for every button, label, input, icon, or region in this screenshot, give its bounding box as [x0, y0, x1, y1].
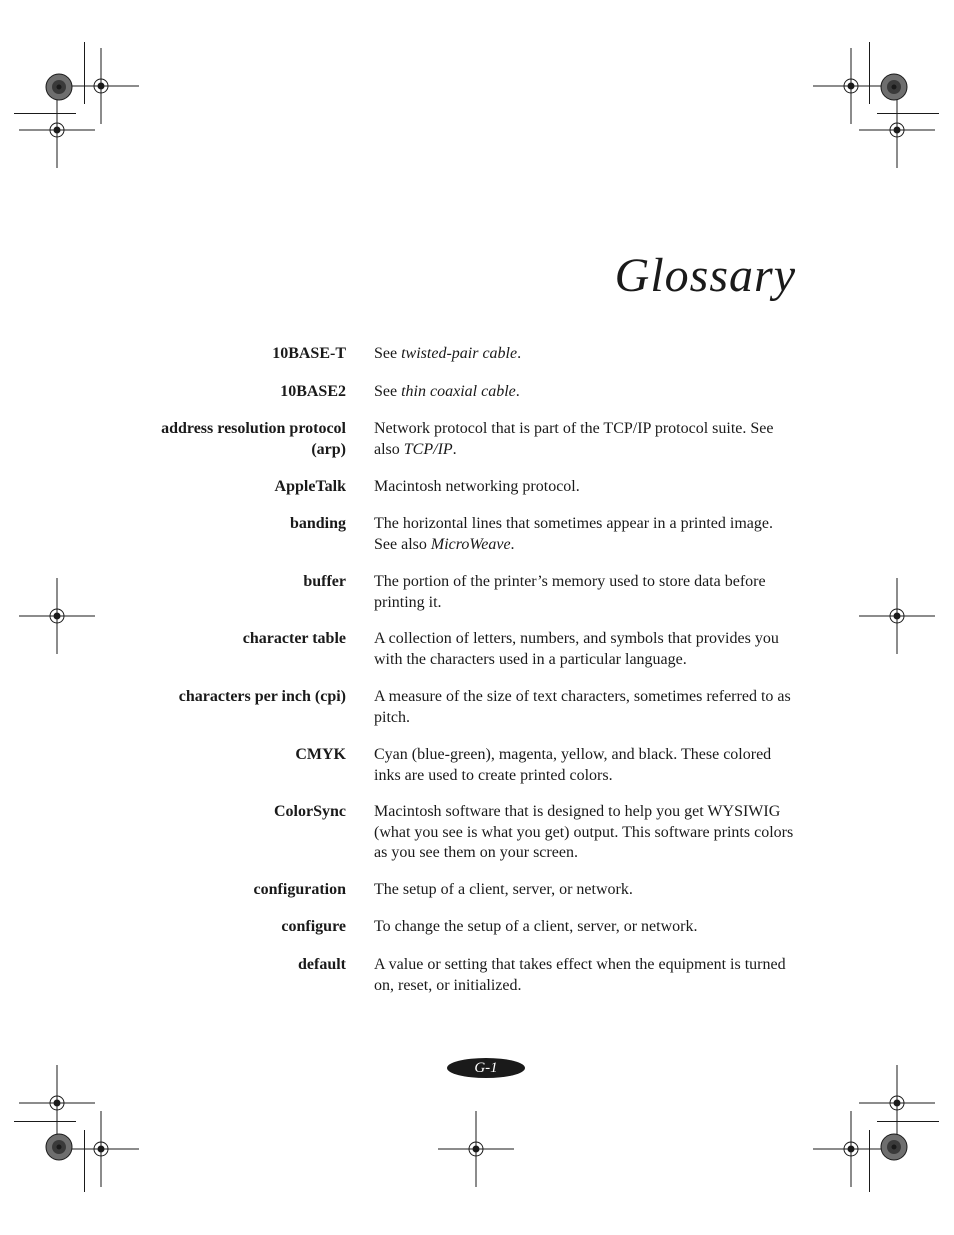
- glossary-term: banding: [289, 515, 346, 532]
- page-number: G-1: [447, 1058, 525, 1078]
- glossary-term: 10BASE-T: [272, 345, 346, 362]
- glossary-definition: Network protocol that is part of the TCP/IP protocol suite. See also TCP/IP.: [374, 420, 774, 458]
- glossary-term: character table: [242, 630, 346, 647]
- glossary-term: configure: [281, 918, 346, 935]
- glossary-definition: To change the setup of a client, server, or network.: [374, 918, 698, 935]
- glossary-term: configuration: [253, 881, 346, 898]
- glossary-term: buffer: [303, 573, 346, 590]
- glossary-definition: The horizontal lines that sometimes appear in a printed image. See also MicroWeave.: [374, 515, 773, 553]
- glossary-definition: Macintosh software that is designed to help you get WYSIWIG (what you see is what you get) output. This software prints colors as you see them on your screen.: [374, 803, 794, 861]
- glossary-term: default: [298, 956, 346, 973]
- glossary-term: address resolution protocol (arp): [161, 420, 346, 458]
- glossary-definition: See thin coaxial cable.: [374, 383, 520, 400]
- glossary-definition: The setup of a client, server, or network.: [374, 881, 633, 898]
- glossary-definition: A collection of letters, numbers, and symbols that provides you with the characters used in a particular language.: [374, 630, 779, 668]
- glossary-term: CMYK: [295, 746, 346, 763]
- page-title: Glossary: [614, 249, 796, 302]
- glossary-term: 10BASE2: [280, 383, 346, 400]
- glossary-term: AppleTalk: [274, 478, 346, 495]
- glossary-definition: See twisted-pair cable.: [374, 345, 522, 362]
- glossary-term: characters per inch (cpi): [178, 688, 346, 705]
- glossary-definition: A value or setting that takes effect when the equipment is turned on, reset, or initialized.: [374, 956, 786, 994]
- glossary-term: ColorSync: [274, 803, 346, 820]
- glossary-definition: The portion of the printer’s memory used to store data before printing it.: [374, 573, 766, 611]
- glossary-definition: Macintosh networking protocol.: [374, 478, 580, 495]
- glossary-definition: A measure of the size of text characters, sometimes referred to as pitch.: [374, 688, 791, 726]
- glossary-definition: Cyan (blue-green), magenta, yellow, and black. These colored inks are used to create printed colors.: [374, 746, 772, 784]
